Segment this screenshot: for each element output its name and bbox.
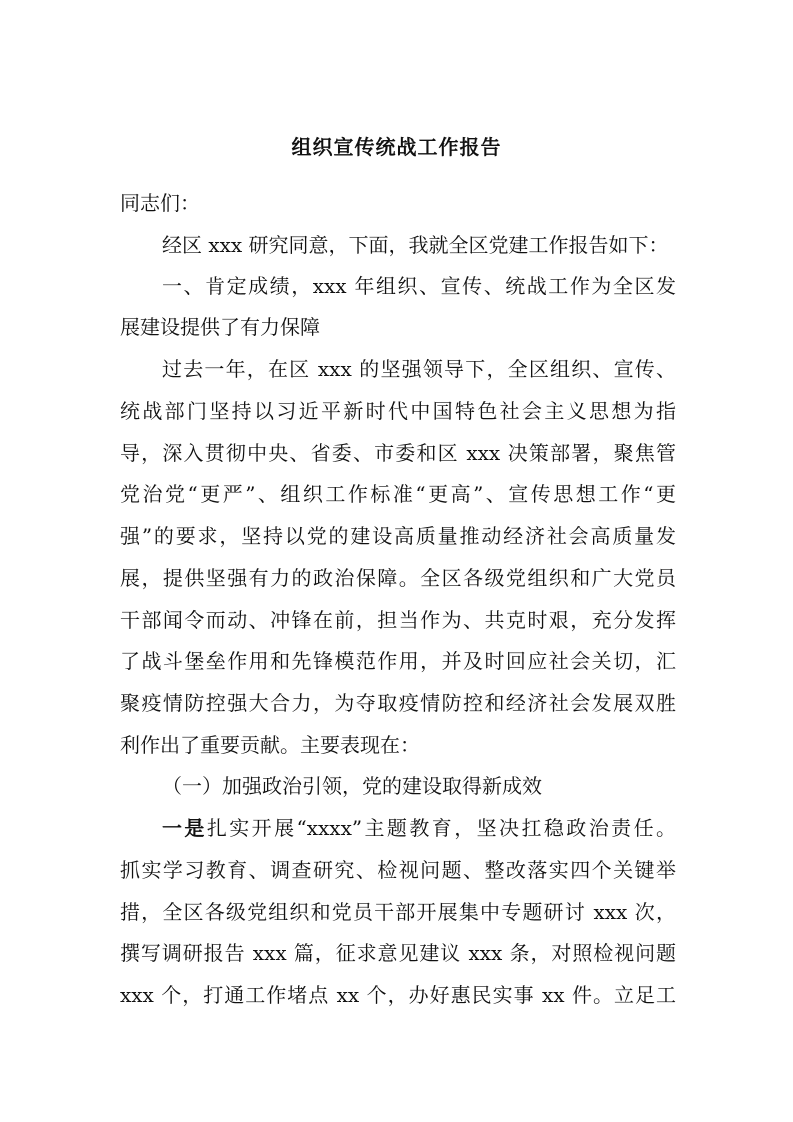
paragraph2-line-4: 撰写调研报告 xxx 篇，征求意见建议 xxx 条，对照检视问题 (120, 941, 676, 965)
paragraph1-line-7: 干部闻令而动、冲锋在前，担当作为、共克时艰，充分发挥 (120, 608, 676, 632)
subheading-1: （一）加强政治引领，党的建设取得新成效 (162, 774, 542, 798)
paragraph1-line-10: 利作出了重要贡献。主要表现在： (120, 733, 420, 757)
paragraph2-lead: 一是 (162, 816, 207, 840)
paragraph2-line-5: xxx 个，打通工作堵点 xx 个，办好惠民实事 xx 件。立足工 (120, 983, 676, 1007)
paragraph1-line-6: 展，提供坚强有力的政治保障。全区各级党组织和广大党员 (120, 566, 676, 590)
paragraph1-line-2: 统战部门坚持以习近平新时代中国特色社会主义思想为指 (120, 399, 676, 423)
paragraph1-line-9: 聚疫情防控强大合力，为夺取疫情防控和经济社会发展双胜 (120, 691, 676, 715)
paragraph2-line-2: 抓实学习教育、调查研究、检视问题、整改落实四个关键举 (120, 858, 676, 882)
paragraph1-line-5: 强”的要求，坚持以党的建设高质量推动经济社会高质量发 (120, 524, 676, 548)
intro-paragraph: 经区 xxx 研究同意，下面，我就全区党建工作报告如下： (162, 233, 669, 257)
paragraph2-line-1 (162, 812, 676, 844)
salutation: 同志们： (120, 191, 200, 215)
paragraph1-line-4: 党治党“更严”、组织工作标准“更高”、宣传思想工作“更 (120, 482, 676, 506)
section-heading-line-2: 展建设提供了有力保障 (120, 315, 320, 339)
paragraph2-line-1-text: 扎实开展“xxxx”主题教育，坚决扛稳政治责任。 (206, 816, 676, 840)
paragraph1-line-3: 导，深入贯彻中央、省委、市委和区 xxx 决策部署，聚焦管 (120, 441, 676, 465)
document-title: 组织宣传统战工作报告 (291, 135, 502, 159)
paragraph1-line-8: 了战斗堡垒作用和先锋模范作用，并及时回应社会关切，汇 (120, 649, 676, 673)
paragraph2-line-3: 措，全区各级党组织和党员干部开展集中专题研讨 xxx 次， (120, 900, 676, 924)
section-heading-line-1: 一、肯定成绩，xxx 年组织、宣传、统战工作为全区发 (162, 274, 676, 298)
paragraph1-line-1: 过去一年，在区 xxx 的坚强领导下，全区组织、宣传、 (162, 357, 676, 381)
